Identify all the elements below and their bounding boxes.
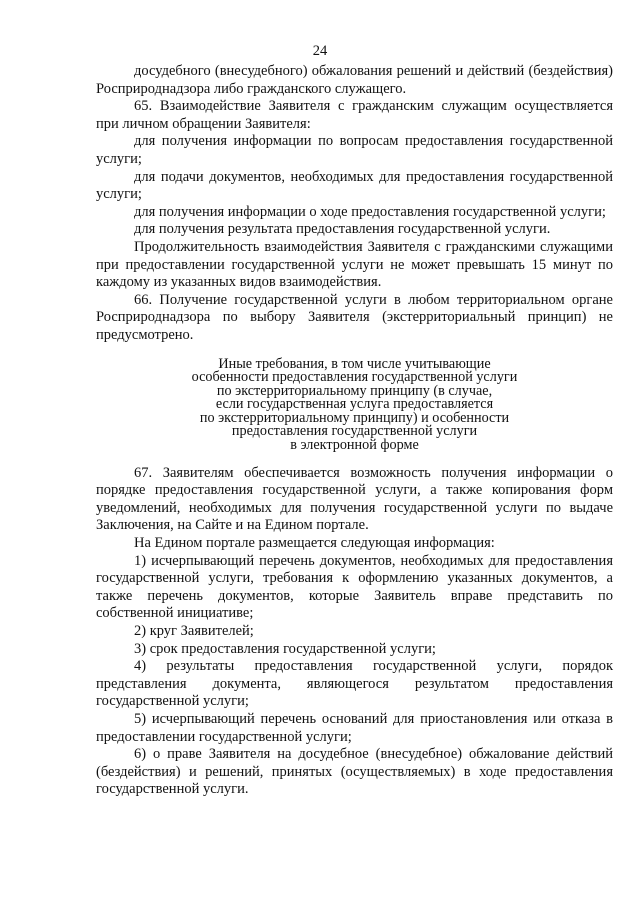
heading-line: предоставления государственной услуги (231, 423, 478, 440)
list-item-6: 6) о праве Заявителя на досудебное (внесудебное) обжалование действий (бездействия) и решений, принятых (осуществляемых) в ходе предоставления государственной услуги. (96, 746, 613, 798)
list-item-4: 4) результаты предоставления государственной услуги, порядок представления документа, являющегося результатом предоставления государственной услуги; (96, 658, 613, 710)
paragraph-66: 66. Получение государственной услуги в любом территориальном органе Росприроднадзора по выбору Заявителя (экстерриториальный принцип) не предусмотрено. (96, 291, 613, 343)
heading-line: Иные требования, в том числе учитывающие (218, 355, 491, 372)
paragraph-65: 65. Взаимодействие Заявителя с гражданским служащим осуществляется при личном обращении Заявителя: (96, 98, 613, 132)
paragraph-duration: Продолжительность взаимодействия Заявителя с гражданскими служащими при предоставлении государственной услуги не может превышать 15 минут по каждому из указанных видов взаимодействия. (96, 238, 613, 291)
heading-line: если государственная услуга предоставляется (215, 396, 494, 413)
paragraph-65-item-3: для получения информации о ходе предоставления государственной услуги; (134, 203, 606, 220)
heading-line: в электронной форме (290, 437, 419, 454)
list-item-2: 2) круг Заявителей; (134, 623, 254, 639)
paragraph-67: 67. Заявителям обеспечивается возможность получения информации о порядке предоставления государственной услуги, а также копирования форм уведомлений, необходимых для получения государственной услуги по выдаче Заключения, на Сайте и на Едином портале. (96, 464, 613, 534)
heading-line: особенности предоставления государственной услуги (191, 369, 518, 386)
page-number: 24 (312, 43, 328, 59)
document-body (96, 63, 613, 799)
list-item-3: 3) срок предоставления государственной услуги; (134, 640, 436, 657)
paragraph-65-item-4: для получения результата предоставления государственной услуги. (134, 221, 551, 238)
paragraph-portal-info: На Едином портале размещается следующая информация: (134, 535, 495, 552)
section-heading (96, 355, 613, 454)
paragraph-continuation: досудебного (внесудебного) обжалования решений и действий (бездействия) Росприроднадзора либо гражданского служащего. (96, 63, 613, 97)
list-item-1: 1) исчерпывающий перечень документов, необходимых для предоставления государственной услуги, требования к оформлению указанных документов, а также перечень документов, которые Заявитель вправе представить по собственной инициативе; (96, 552, 613, 622)
list-item-5: 5) исчерпывающий перечень оснований для приостановления или отказа в предоставлении государственной услуги; (96, 710, 613, 745)
heading-line: по экстерриториальному принципу (в случае, (216, 382, 493, 399)
heading-line: по экстерриториальному принципу) и особенности (199, 409, 510, 426)
paragraph-65-item-2: для подачи документов, необходимых для предоставления государственной услуги; (96, 168, 613, 203)
paragraph-65-item-1: для получения информации по вопросам предоставления государственной услуги; (96, 133, 613, 167)
